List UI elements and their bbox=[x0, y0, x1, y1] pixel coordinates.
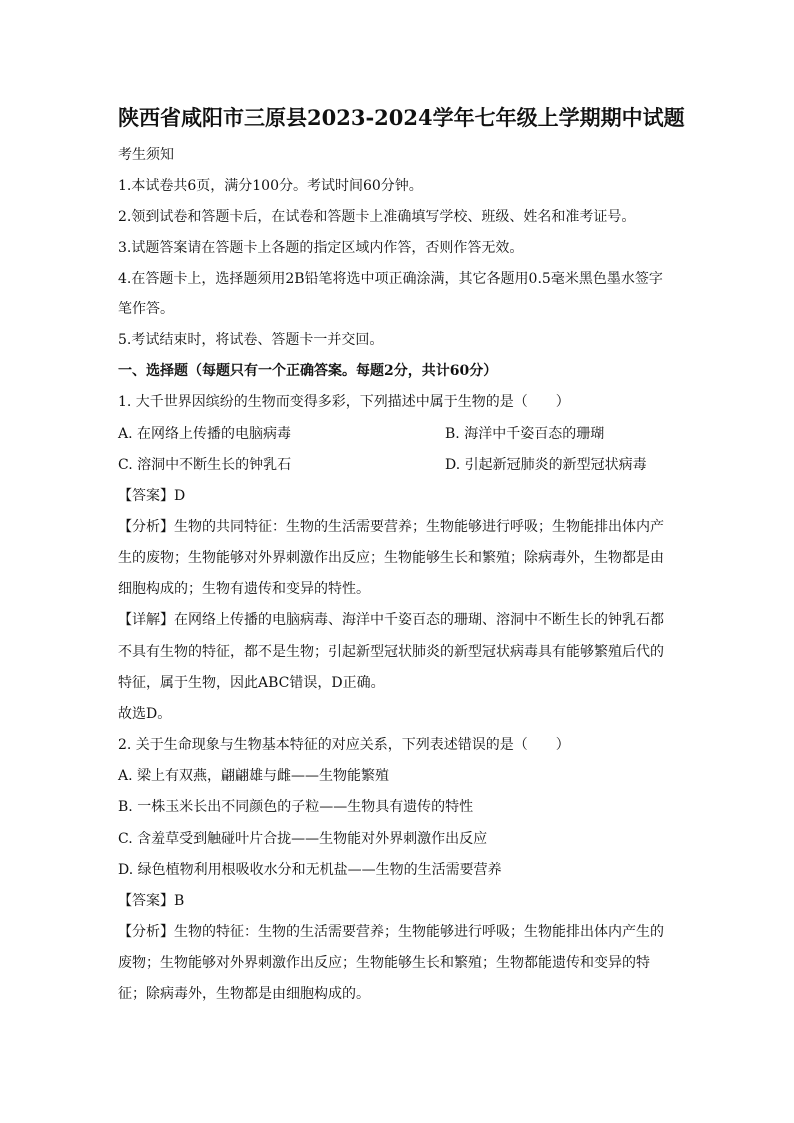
notice-item-4: 4.在答题卡上，选择题须用2B铅笔将选中项正确涂满，其它各题用0.5毫米黑色墨水签字 bbox=[118, 271, 663, 287]
question-2-option-c: C. 含羞草受到触碰叶片合拢——生物能对外界刺激作出反应 bbox=[118, 831, 488, 847]
question-1-option-c: C. 溶洞中不断生长的钟乳石 bbox=[118, 457, 292, 473]
question-2-option-b: B. 一株玉米长出不同颜色的子粒——生物具有遗传的特性 bbox=[118, 799, 474, 815]
notice-item-4-cont: 笔作答。 bbox=[118, 301, 174, 317]
question-2-analysis-line-2: 废物；生物能够对外界刺激作出反应；生物能够生长和繁殖；生物都能遗传和变异的特 bbox=[118, 955, 650, 971]
question-1-analysis-line-1: 【分析】生物的共同特征：生物的生活需要营养；生物能够进行呼吸；生物能排出体内产 bbox=[118, 519, 664, 535]
question-1-option-a: A. 在网络上传播的电脑病毒 bbox=[118, 426, 292, 442]
notice-heading: 考生须知 bbox=[118, 147, 174, 163]
question-2-option-a: A. 梁上有双燕，翩翩雄与雌——生物能繁殖 bbox=[118, 768, 390, 784]
question-1-detail-line-3: 特征，属于生物，因此ABC错误，D正确。 bbox=[118, 675, 385, 691]
question-2-analysis-line-3: 征；除病毒外，生物都是由细胞构成的。 bbox=[118, 986, 370, 1002]
question-1-detail-line-2: 不具有生物的特征，都不是生物；引起新型冠状肺炎的新型冠状病毒具有能够繁殖后代的 bbox=[118, 644, 664, 660]
question-1-analysis-line-2: 生的废物；生物能够对外界刺激作出反应；生物能够生长和繁殖；除病毒外，生物都是由 bbox=[118, 550, 664, 566]
question-1-option-b: B. 海洋中千姿百态的珊瑚 bbox=[445, 426, 605, 442]
question-2-answer: 【答案】B bbox=[118, 893, 185, 909]
question-1-stem: 1. 大千世界因缤纷的生物而变得多彩，下列描述中属于生物的是（ ） bbox=[118, 394, 570, 410]
question-1-detail-line-1: 【详解】在网络上传播的电脑病毒、海洋中千姿百态的珊瑚、溶洞中不断生长的钟乳石都 bbox=[118, 612, 664, 628]
section-heading: 一、选择题（每题只有一个正确答案。每题2分，共计60分） bbox=[118, 363, 498, 379]
question-2-stem: 2. 关于生命现象与生物基本特征的对应关系，下列表述错误的是（ ） bbox=[118, 737, 570, 753]
question-2-option-d: D. 绿色植物利用根吸收水分和无机盐——生物的生活需要营养 bbox=[118, 862, 502, 878]
question-1-conclusion: 故选D。 bbox=[118, 706, 172, 722]
notice-item-5: 5.考试结束时，将试卷、答题卡一并交回。 bbox=[118, 332, 384, 348]
notice-item-2: 2.领到试卷和答题卡后，在试卷和答题卡上准确填写学校、班级、姓名和准考证号。 bbox=[118, 209, 636, 225]
question-1-option-d: D. 引起新冠肺炎的新型冠状病毒 bbox=[445, 457, 647, 473]
notice-item-1: 1.本试卷共6页，满分100分。考试时间60分钟。 bbox=[118, 178, 423, 194]
question-1-answer: 【答案】D bbox=[118, 488, 186, 504]
document-title: 陕西省咸阳市三原县2023-2024学年七年级上学期期中试题 bbox=[118, 105, 685, 130]
notice-item-3: 3.试题答案请在答题卡上各题的指定区域内作答，否则作答无效。 bbox=[118, 240, 524, 256]
question-1-analysis-line-3: 细胞构成的；生物有遗传和变异的特性。 bbox=[118, 581, 370, 597]
question-2-analysis-line-1: 【分析】生物的特征：生物的生活需要营养；生物能够进行呼吸；生物能排出体内产生的 bbox=[118, 924, 664, 940]
